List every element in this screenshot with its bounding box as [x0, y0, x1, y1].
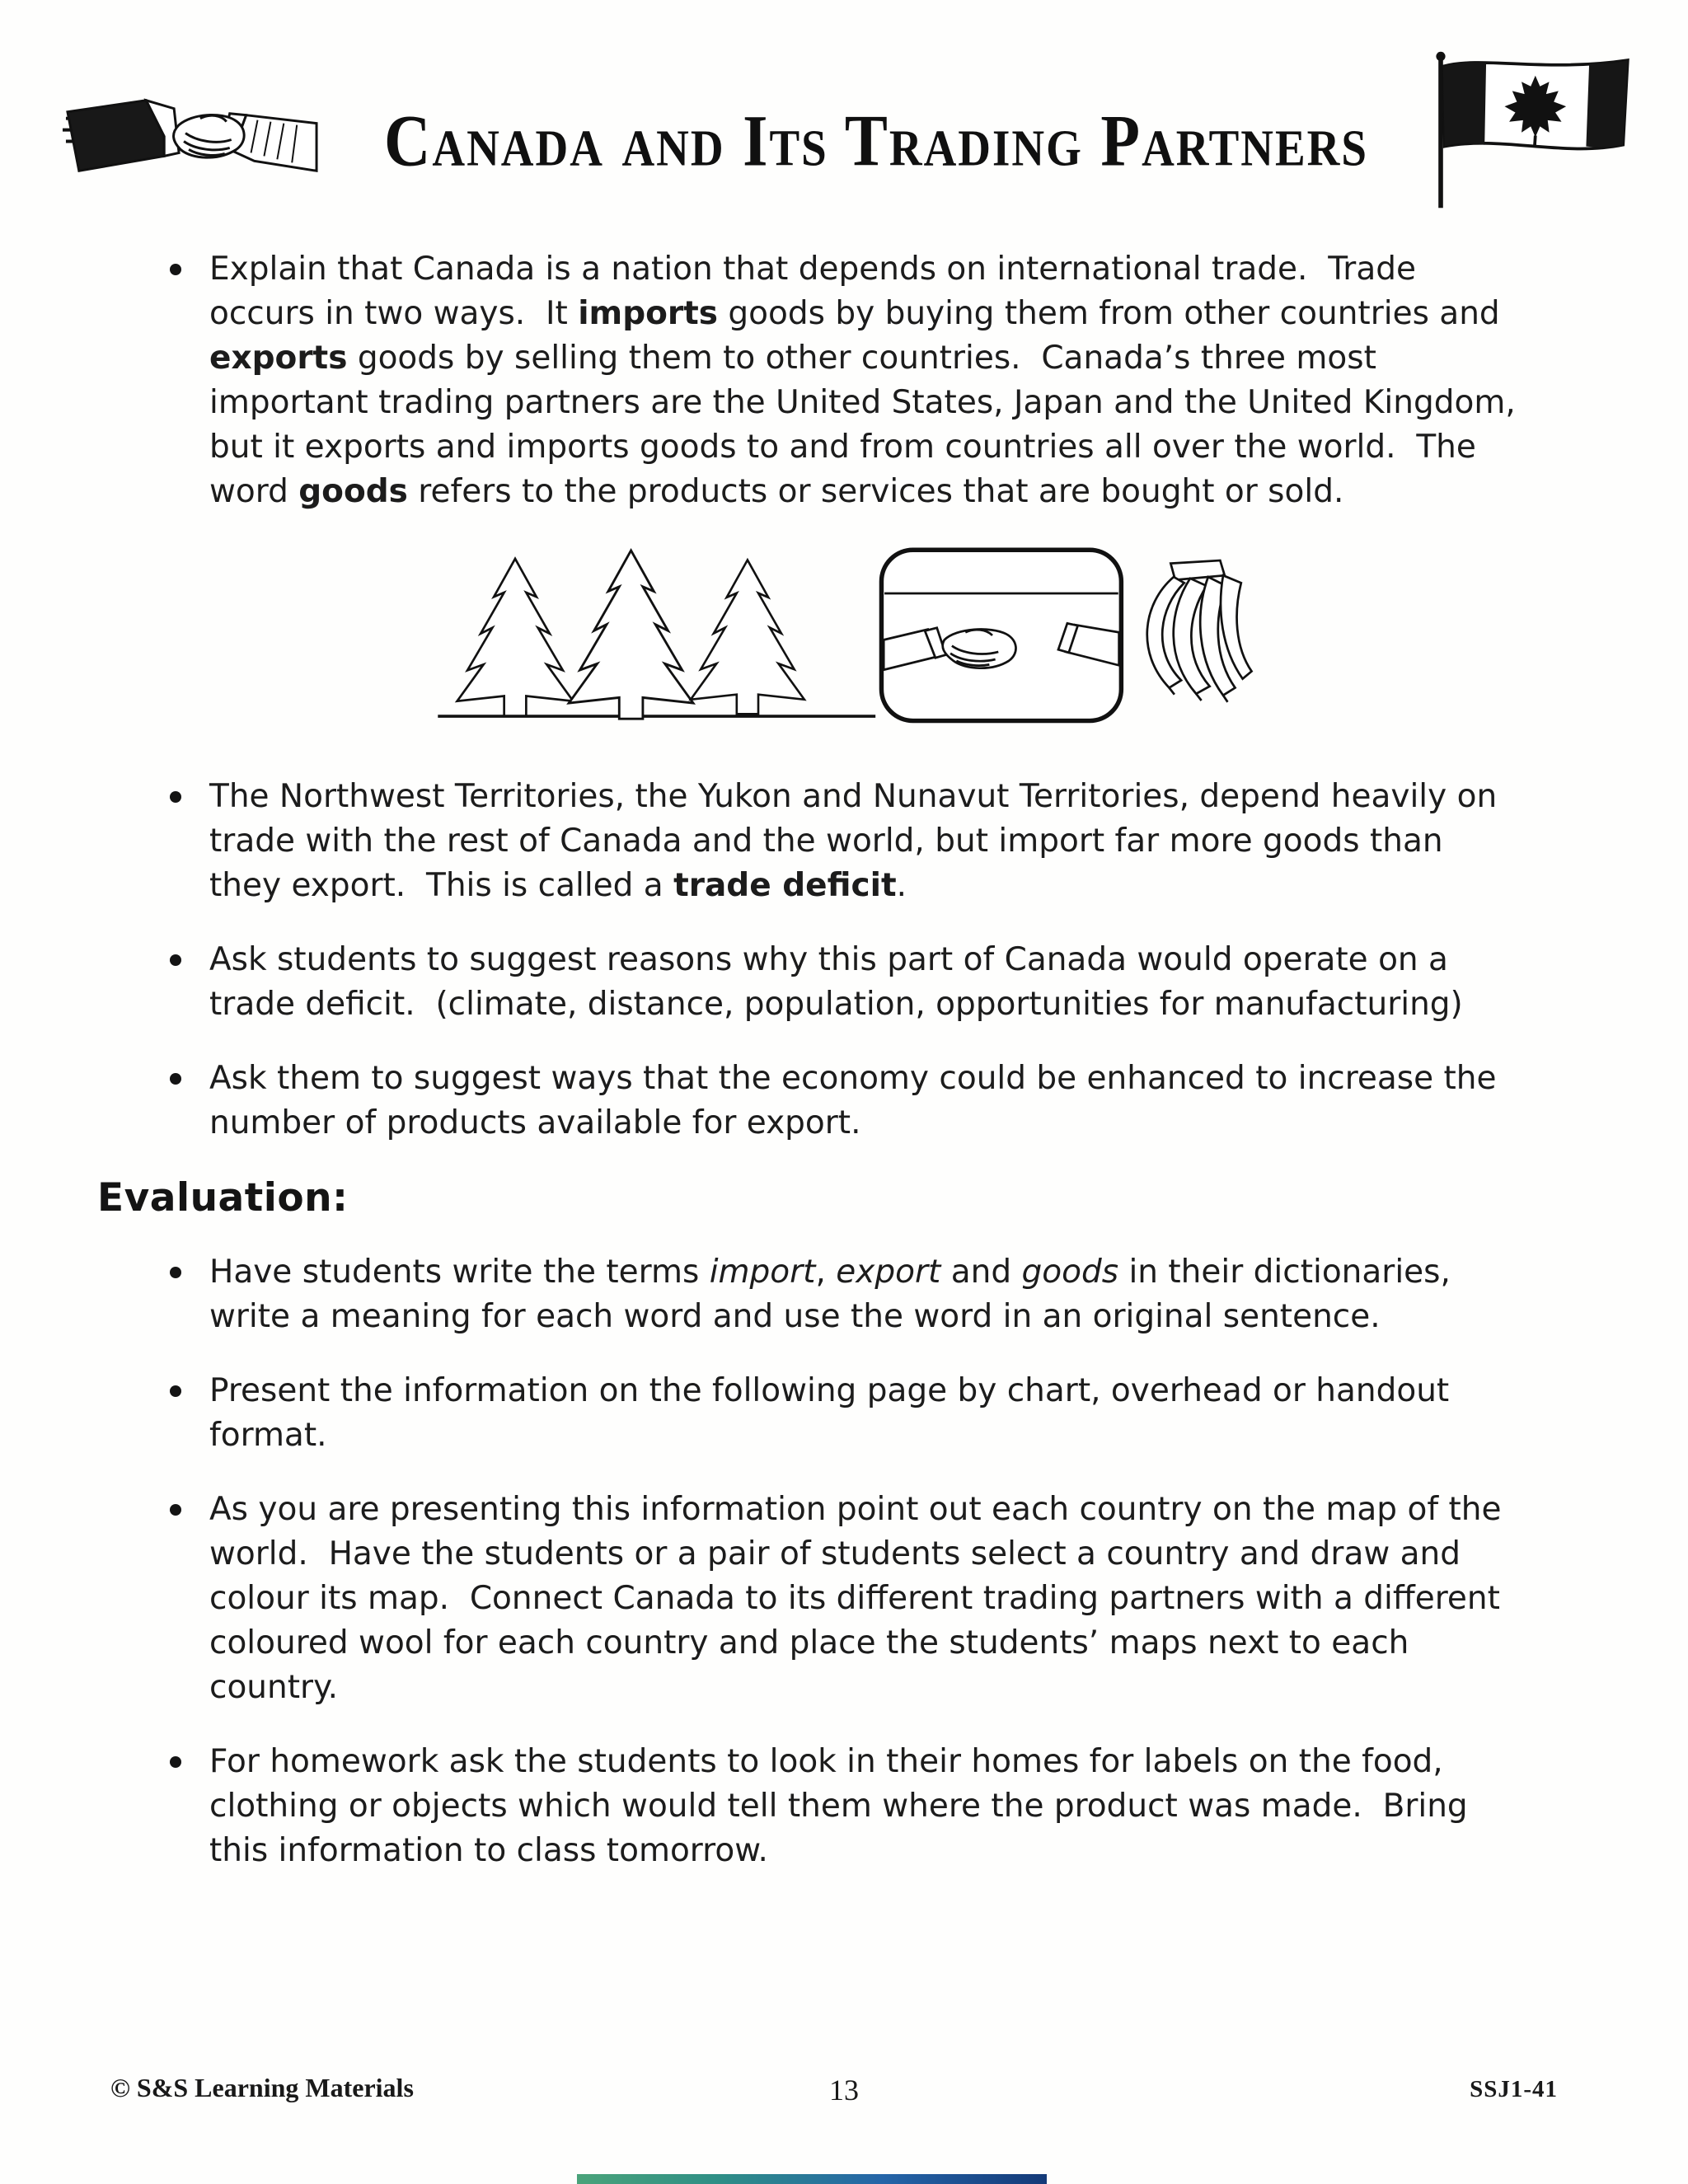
evaluation-heading: Evaluation:	[97, 1175, 349, 1221]
canada-flag-icon	[1429, 49, 1637, 211]
text-segment: trade deficit	[673, 867, 897, 905]
bullet-text	[209, 1491, 1512, 1706]
trade-goods-illustration	[432, 544, 1256, 738]
text-segment: in their dictionaries, write a meaning for each word and use the word in an original sentence.	[209, 1254, 1461, 1336]
bullet-item	[162, 1057, 1517, 1146]
text-segment: For homework ask the students to look in their homes for labels on the food, clothing or objects which would tell them where the product was made. Bring this information to class tomorrow.	[209, 1743, 1479, 1870]
bullet-text	[209, 251, 1526, 510]
text-segment: import	[709, 1254, 816, 1291]
text-segment: As you are presenting this information point out each country on the map of the world. Have the students or a pair of students select a country and draw and colour its map. Connect Canada to its different trading partners with a different coloured wool for each country and place the students’ maps next to each country.	[209, 1491, 1512, 1707]
bullet-text	[209, 1372, 1460, 1454]
footer-publisher: © S&S Learning Materials	[110, 2073, 414, 2102]
text-segment: ,	[815, 1254, 837, 1291]
footer-page-number: 13	[829, 2074, 859, 2107]
bullet-item	[162, 247, 1526, 514]
bullet-item	[162, 1488, 1517, 1710]
text-segment: .	[896, 867, 907, 905]
bullet-item	[162, 1369, 1517, 1458]
text-segment: and	[940, 1254, 1022, 1291]
text-segment: refers to the products or services that are bought or sold.	[407, 473, 1344, 510]
bullet-text	[209, 778, 1507, 904]
text-segment: export	[836, 1254, 941, 1291]
text-segment: Explain that Canada is a nation that depends on international trade. Trade occurs in two ways. It	[209, 251, 1427, 332]
text-segment: goods	[1021, 1254, 1119, 1291]
scan-artifact-strip	[577, 2174, 1047, 2184]
text-segment: The Northwest Territories, the Yukon and Nunavut Territories, depend heavily on trade with the rest of Canada and the world, but import far more goods than they export. This is called a	[209, 778, 1507, 905]
handshake-icon	[61, 76, 323, 207]
page-title: Canada and Its Trading Partners	[384, 99, 1368, 182]
page-header	[0, 0, 1688, 211]
text-segment: goods by selling them to other countries. Canada’s three most important trading partners are the United States, Japan and the United Kingdom, but it exports and imports goods to and from countries all over the world. The word	[209, 340, 1526, 510]
intro-bullet-list	[162, 247, 1526, 514]
middle-bullet-list	[162, 775, 1517, 1146]
page-footer	[0, 2073, 1688, 2107]
text-segment: Ask them to suggest ways that the economy could be enhanced to increase the number of products available for export.	[209, 1060, 1507, 1142]
bullet-text	[209, 1743, 1478, 1869]
text-segment: Ask students to suggest reasons why this part of Canada would operate on a trade deficit. (climate, distance, population, opportunities for manufacturing)	[209, 941, 1463, 1024]
evaluation-bullet-list	[162, 1250, 1517, 1873]
footer-code: SSJ1-41	[1470, 2076, 1558, 2102]
text-segment: goods	[298, 473, 408, 510]
bullet-item	[162, 775, 1517, 908]
bullet-item	[162, 1740, 1517, 1873]
text-segment: Present the information on the following page by chart, overhead or handout format.	[209, 1372, 1460, 1455]
text-segment: Have students write the terms	[209, 1254, 710, 1291]
bullet-item	[162, 1250, 1517, 1339]
bullet-text	[209, 941, 1463, 1023]
text-segment: goods by buying them from other countries and	[718, 295, 1511, 332]
bullet-text	[209, 1060, 1507, 1141]
bullet-text	[209, 1254, 1461, 1335]
text-segment: imports	[578, 295, 718, 332]
text-segment: exports	[209, 340, 348, 377]
bullet-item	[162, 938, 1517, 1027]
